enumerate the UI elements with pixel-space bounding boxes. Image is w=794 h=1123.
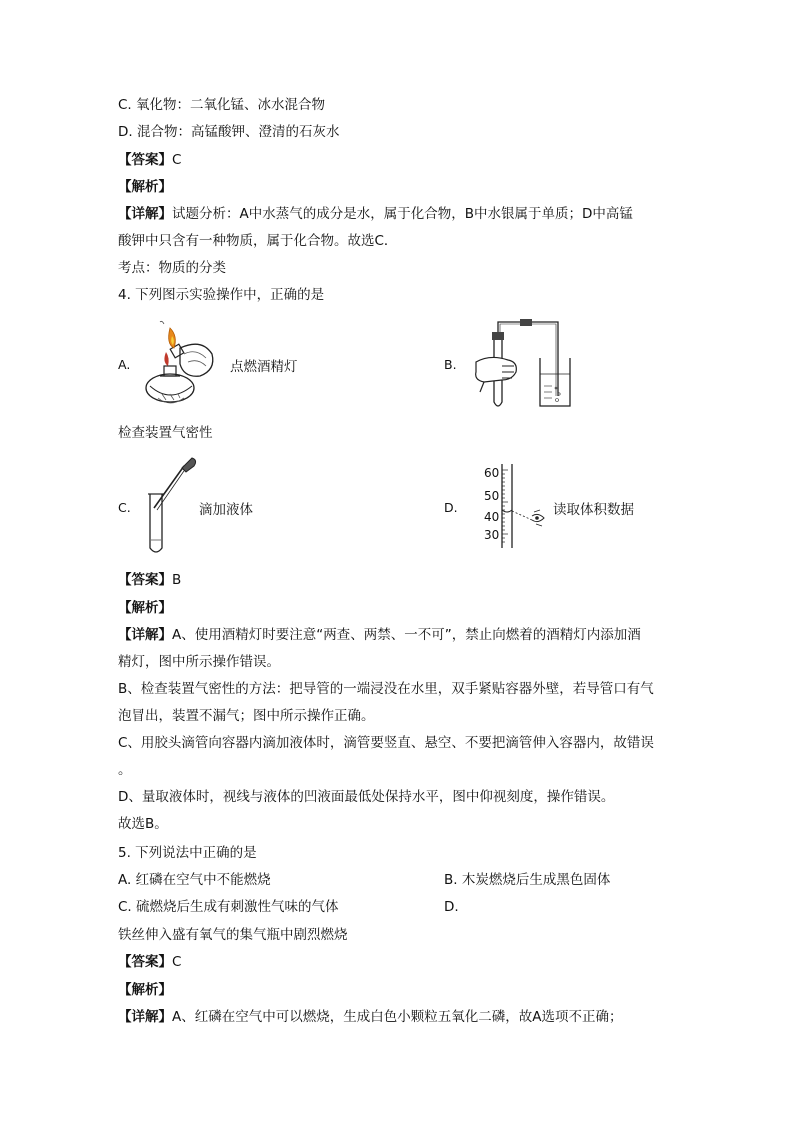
analysis-tag: 【解析】 xyxy=(118,179,172,195)
alcohol-lamp-figure xyxy=(140,318,225,410)
answer-value: C xyxy=(172,954,182,970)
q4-stem: 4. 下列图示实验操作中，正确的是 xyxy=(118,287,325,303)
detail-tag: 【详解】 xyxy=(118,627,172,643)
q4-explain-3: B、检查装置气密性的方法：把导管的一端浸没在水里，双手紧贴容器外壁，若导管口有气 xyxy=(118,681,654,697)
q5-option-d: D. xyxy=(444,899,459,915)
option-c-text: C. 氧化物：二氧化锰、冰水混合物 xyxy=(118,97,326,113)
q4-option-a-text: 点燃酒精灯 xyxy=(230,359,298,375)
detail-line-2: 酸钾中只含有一种物质，属于化合物。故选C． xyxy=(118,233,398,249)
q4-option-d-label: D. xyxy=(444,500,458,515)
answer-line xyxy=(118,151,181,169)
q4-explain-1 xyxy=(118,626,641,644)
cylinder-tick-60: 60 xyxy=(484,466,500,480)
detail-tag: 【详解】 xyxy=(118,1009,172,1025)
cylinder-tick-40: 40 xyxy=(484,510,500,524)
q4-option-a-label: A. xyxy=(118,357,131,372)
q5-option-c: C. 硫燃烧后生成有刺激性气味的气体 xyxy=(118,899,339,915)
airtightness-check-figure xyxy=(462,318,572,414)
answer-value: C xyxy=(172,152,182,168)
q4-analysis-tag: 【解析】 xyxy=(118,600,172,616)
detail-text: 试题分析：A中水蒸气的成分是水，属于化合物，B中水银属于单质；D中高锰 xyxy=(172,206,633,222)
q4-explain-5: C、用胶头滴管向容器内滴加液体时，滴管要竖直、悬空、不要把滴管伸入容器内，故错误 xyxy=(118,735,654,751)
answer-value: B xyxy=(172,572,182,588)
answer-tag: 【答案】 xyxy=(118,152,172,168)
q5-option-b: B. 木炭燃烧后生成黑色固体 xyxy=(444,872,611,888)
detail-text: A、红磷在空气中可以燃烧，生成白色小颗粒五氧化二磷，故A选项不正确； xyxy=(172,1009,623,1025)
q4-option-b-text: 检查装置气密性 xyxy=(118,425,213,441)
q4-option-c-label: C. xyxy=(118,500,131,515)
graduated-cylinder-drawing xyxy=(470,462,550,552)
q5-answer-line xyxy=(118,953,181,971)
note-line: 考点：物质的分类 xyxy=(118,260,226,276)
q4-option-b-label: B. xyxy=(444,357,457,372)
detail-text: A、使用酒精灯时要注意“两查、两禁、一不可”，禁止向燃着的酒精灯内添加酒 xyxy=(172,627,641,643)
q4-explain-8: 故选B。 xyxy=(118,816,168,832)
q4-explain-2: 精灯，图中所示操作错误。 xyxy=(118,654,280,670)
option-d-text: D. 混合物：高锰酸钾、澄清的石灰水 xyxy=(118,124,340,140)
q4-explain-4: 泡冒出，装置不漏气；图中所示操作正确。 xyxy=(118,708,375,724)
graduated-cylinder-figure xyxy=(470,462,550,552)
q5-option-d-text: 铁丝伸入盛有氧气的集气瓶中剧烈燃烧 xyxy=(118,927,348,943)
q4-explain-7: D、量取液体时，视线与液体的凹液面最低处保持水平，图中仰视刻度，操作错误。 xyxy=(118,789,615,805)
cylinder-tick-30: 30 xyxy=(484,528,500,542)
q4-option-c-text: 滴加液体 xyxy=(199,502,253,518)
q4-explain-6: 。 xyxy=(118,762,132,778)
q5-analysis-tag: 【解析】 xyxy=(118,982,172,998)
q5-option-a: A. 红磷在空气中不能燃烧 xyxy=(118,872,271,888)
q4-option-d-text: 读取体积数据 xyxy=(553,502,634,518)
q5-explain-1 xyxy=(118,1008,622,1026)
q4-answer-line xyxy=(118,571,181,589)
answer-tag: 【答案】 xyxy=(118,572,172,588)
detail-line-1 xyxy=(118,205,633,223)
dropper-figure xyxy=(140,456,200,556)
detail-tag: 【详解】 xyxy=(118,206,172,222)
answer-tag: 【答案】 xyxy=(118,954,172,970)
q5-stem: 5. 下列说法中正确的是 xyxy=(118,845,257,861)
cylinder-tick-50: 50 xyxy=(484,489,500,503)
